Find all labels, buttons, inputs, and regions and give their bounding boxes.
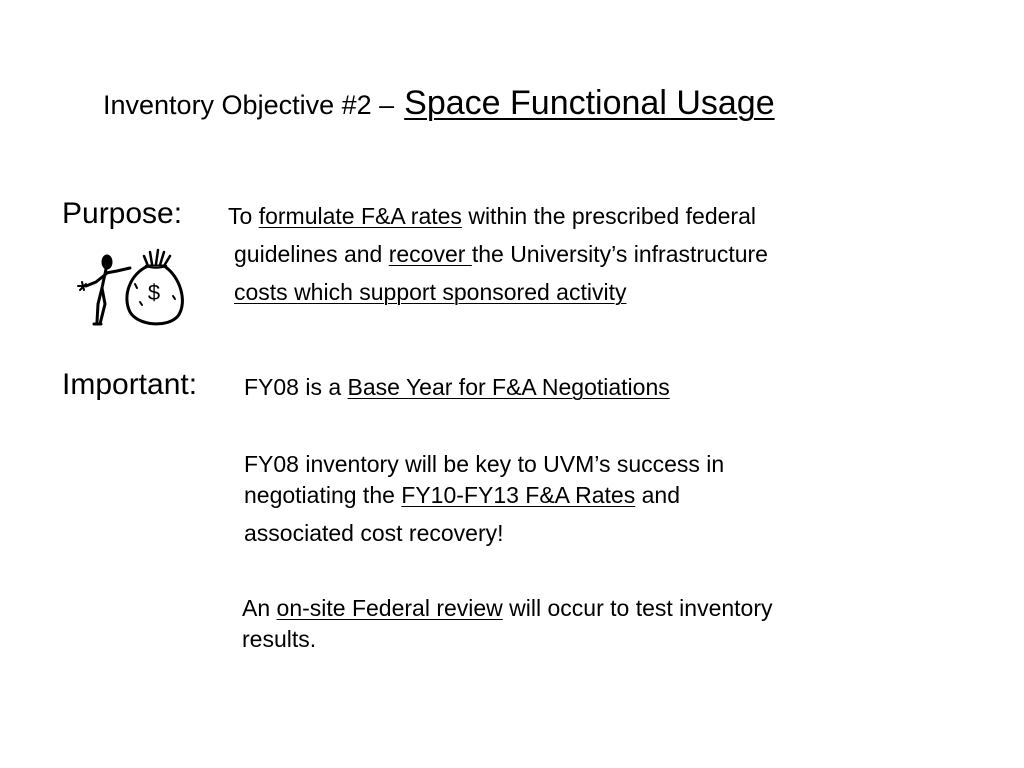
inventory-text: negotiating the [244,482,402,508]
base-year-link: Base Year for F&A Negotiations [347,374,670,400]
review-text: will occur to test inventory [502,595,773,621]
review-text: An [242,595,277,621]
inventory-text: and [635,482,680,508]
federal-review-link: on-site Federal review [276,595,503,621]
purpose-text: guidelines and [234,241,389,267]
important-line-1 [244,374,670,401]
inventory-line-3: associated cost recovery! [244,520,504,546]
important-heading: Important: [62,368,198,401]
title-prefix: Inventory Objective #2 – [103,90,395,120]
inventory-line-1: FY08 inventory will be key to UVM’s success in [244,451,725,477]
review-line-1 [242,595,773,622]
rates-link: FY10-FY13 F&A Rates [401,482,636,508]
slide-title [103,84,775,123]
purpose-text: the University’s infrastructure [471,241,768,267]
recover-link: recover [388,241,472,267]
dollar-sign: $ [147,280,161,305]
purpose-line-1 [228,203,756,230]
purpose-heading: Purpose: [62,197,183,230]
person-pulling-money-bag-icon [72,244,192,330]
purpose-text: within the prescribed federal [461,203,756,229]
purpose-line-3 [234,279,626,306]
inventory-line-2 [244,482,680,509]
review-line-2: results. [242,626,317,652]
purpose-text: To [228,203,259,229]
title-main: Space Functional Usage [404,84,775,122]
important-text: FY08 is a [244,374,348,400]
formulate-rates-link: formulate F&A rates [258,203,462,229]
purpose-line-2 [234,241,768,268]
costs-link: costs which support sponsored activity [234,279,627,305]
